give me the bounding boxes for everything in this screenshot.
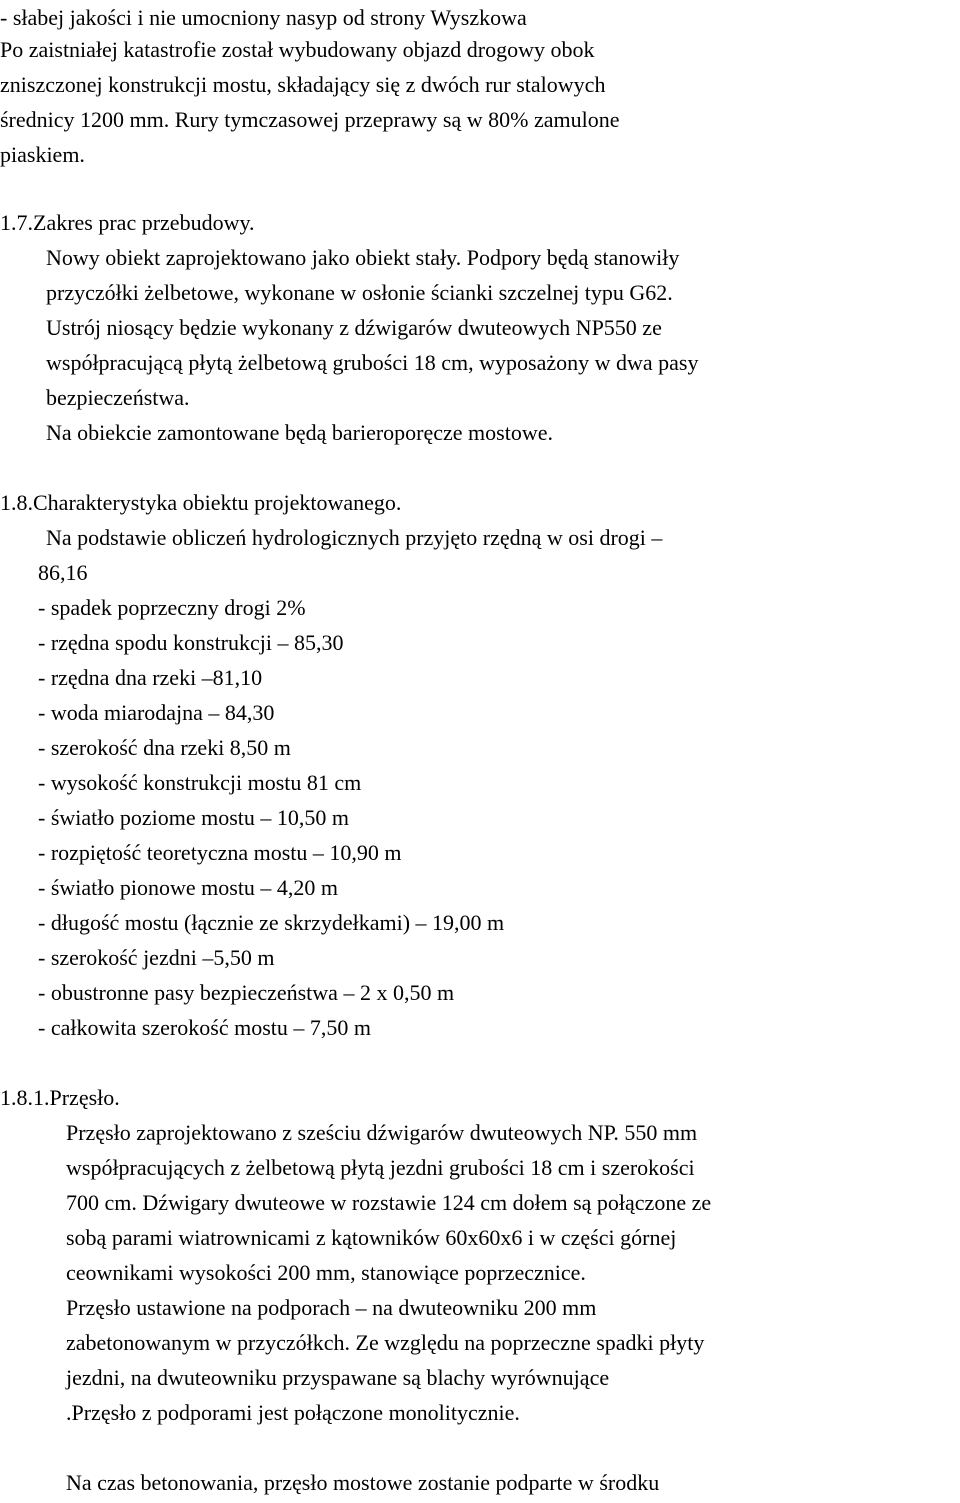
section-1-8-1-line: zabetonowanym w przyczółkch. Ze względu na poprzeczne spadki płyty	[66, 1330, 705, 1355]
parameter-item: - woda miarodajna – 84,30	[38, 700, 275, 725]
intro-line: Po zaistniałej katastrofie został wybudowany objazd drogowy obok	[0, 37, 595, 62]
parameter-item: - rzędna dna rzeki –81,10	[38, 665, 263, 690]
intro-line: piaskiem.	[0, 142, 85, 167]
section-1-8-1-line: ceownikami wysokości 200 mm, stanowiące poprzecznice.	[66, 1260, 586, 1285]
intro-line: średnicy 1200 mm. Rury tymczasowej przeprawy są w 80% zamulone	[0, 107, 620, 132]
section-1-8-1-line: 700 cm. Dźwigary dwuteowe w rozstawie 124 cm dołem są połączone ze	[66, 1190, 712, 1215]
section-1-7-line: przyczółki żelbetowe, wykonane w osłonie ścianki szczelnej typu G62.	[46, 280, 673, 305]
section-1-8-1-line: Przęsło ustawione na podporach – na dwuteowniku 200 mm	[66, 1295, 597, 1320]
parameter-item: - światło pionowe mostu – 4,20 m	[38, 875, 339, 900]
section-1-8-1-line: współpracujących z żelbetową płytą jezdni grubości 18 cm i szerokości	[66, 1155, 695, 1180]
section-1-7-heading: 1.7.Zakres prac przebudowy.	[0, 210, 255, 235]
section-1-7-line: Ustrój niosący będzie wykonany z dźwigarów dwuteowych NP550 ze	[46, 315, 662, 340]
section-1-7-line: współpracującą płytą żelbetową grubości 18 cm, wyposażony w dwa pasy	[46, 350, 699, 375]
section-1-8-1-line: sobą parami wiatrownicami z kątowników 60x60x6 i w części górnej	[66, 1225, 677, 1250]
section-1-8-1-line: .Przęsło z podporami jest połączone monolitycznie.	[66, 1400, 520, 1425]
parameter-item: - wysokość konstrukcji mostu 81 cm	[38, 770, 362, 795]
parameter-item: - obustronne pasy bezpieczeństwa – 2 x 0,50 m	[38, 980, 455, 1005]
section-1-8-1-line: Na czas betonowania, przęsło mostowe zostanie podparte w środku	[66, 1470, 660, 1495]
parameter-item: - całkowita szerokość mostu – 7,50 m	[38, 1015, 371, 1040]
section-1-8-1-line: jezdni, na dwuteowniku przyspawane są blachy wyrównujące	[66, 1365, 610, 1390]
intro-line: zniszczonej konstrukcji mostu, składający się z dwóch rur stalowych	[0, 72, 606, 97]
section-1-7-line: bezpieczeństwa.	[46, 385, 190, 410]
section-1-8-1-heading: 1.8.1.Przęsło.	[0, 1085, 120, 1110]
section-1-8-intro-line: 86,16	[38, 560, 88, 585]
parameter-item: - szerokość dna rzeki 8,50 m	[38, 735, 291, 760]
parameter-item: - spadek poprzeczny drogi 2%	[38, 595, 306, 620]
section-1-8-1-line: Przęsło zaprojektowano z sześciu dźwigarów dwuteowych NP. 550 mm	[66, 1120, 698, 1145]
parameter-item: - rozpiętość teoretyczna mostu – 10,90 m	[38, 840, 402, 865]
intro-bullet-line: - słabej jakości i nie umocniony nasyp od strony Wyszkowa	[0, 5, 527, 30]
section-1-8-intro-line: Na podstawie obliczeń hydrologicznych przyjęto rzędną w osi drogi –	[46, 525, 663, 550]
parameter-item: - rzędna spodu konstrukcji – 85,30	[38, 630, 344, 655]
section-1-8-heading: 1.8.Charakterystyka obiektu projektowanego.	[0, 490, 402, 515]
parameter-item: - długość mostu (łącznie ze skrzydełkami) – 19,00 m	[38, 910, 505, 935]
parameter-item: - światło poziome mostu – 10,50 m	[38, 805, 350, 830]
section-1-7-line: Na obiekcie zamontowane będą barieroporęcze mostowe.	[46, 420, 553, 445]
section-1-7-line: Nowy obiekt zaprojektowano jako obiekt stały. Podpory będą stanowiły	[46, 245, 680, 270]
parameter-item: - szerokość jezdni –5,50 m	[38, 945, 275, 970]
